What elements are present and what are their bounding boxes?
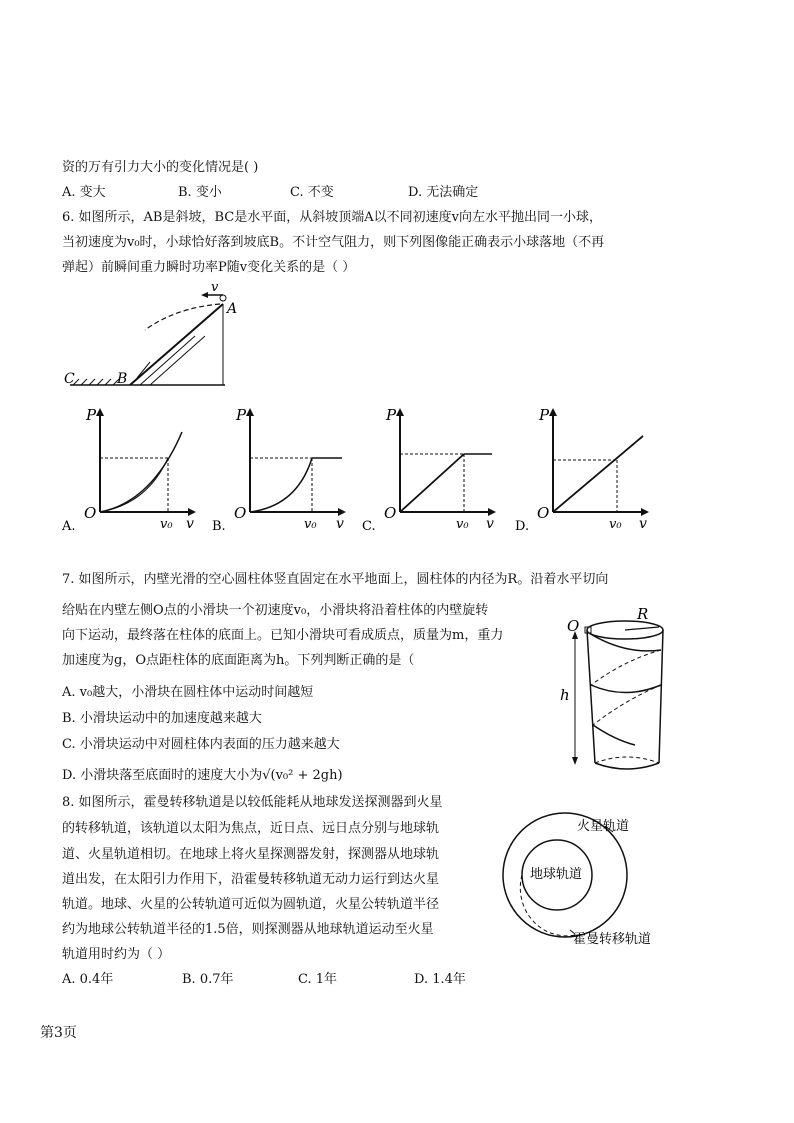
axis-v: v: [186, 516, 194, 532]
option-label-d: D.: [515, 519, 530, 532]
q8-line-5: 轨道。地球、火星的公转轨道可近似为圆轨道，火星公转轨道半径: [62, 897, 440, 912]
q5-option-d: D. 无法确定: [408, 185, 479, 200]
option-label-c: C.: [362, 519, 376, 532]
origin: O: [84, 504, 97, 522]
q7-line-1: 7. 如图所示，内壁光滑的空心圆柱体竖直固定在水平地面上，圆柱体的内径为R。沿着水平切向: [62, 572, 609, 587]
q7-line-2: 给贴在内壁左侧O点的小滑块一个初速度v₀，小滑块将沿着柱体的内壁旋转: [62, 603, 489, 618]
tick-v0: v₀: [304, 517, 317, 532]
tick-v0: v₀: [609, 517, 622, 532]
axis-p: P: [236, 406, 247, 424]
q5-tail: 资的万有引力大小的变化情况是( ): [62, 160, 259, 175]
q8-option-b: B. 0.7年: [182, 972, 234, 987]
q8-line-6: 约为地球公转轨道半径的1.5倍，则探测器从地球轨道运动至火星: [62, 922, 434, 937]
q6-graph-a: [62, 402, 197, 532]
q5-option-b: B. 变小: [178, 185, 222, 200]
q8-line-2: 的转移轨道，该轨道以太阳为焦点，近日点、远日点分别与地球轨: [62, 821, 440, 836]
q8-option-a: A. 0.4年: [62, 972, 114, 987]
q8-line-7: 轨道用时约为（ ）: [62, 947, 171, 962]
q8-line-4: 道出发，在太阳引力作用下，沿霍曼转移轨道无动力运行到达火星: [62, 872, 440, 887]
q6-slope-figure: [55, 280, 305, 395]
axis-v: v: [336, 516, 344, 532]
label-c: C: [64, 371, 75, 387]
axis-p: P: [86, 406, 97, 424]
label-r: R: [637, 605, 649, 623]
label-v: v: [211, 280, 219, 295]
axis-v: v: [639, 516, 647, 532]
q5-option-a: A. 变大: [62, 185, 106, 200]
q7-option-a: A. v₀越大，小滑块在圆柱体中运动时间越短: [62, 685, 314, 700]
label-h: h: [560, 686, 570, 704]
q7-option-b: B. 小滑块运动中的加速度越来越大: [62, 711, 262, 726]
q8-option-d: D. 1.4年: [414, 972, 466, 987]
q6-line-1: 6. 如图所示，AB是斜坡，BC是水平面，从斜坡顶端A以不同初速度v向左水平抛出同一小球，: [62, 210, 602, 225]
tick-v0: v₀: [456, 517, 469, 532]
label-b: B: [117, 371, 128, 387]
q8-option-c: C. 1年: [298, 972, 338, 987]
q6-graph-b: [212, 402, 347, 532]
q6-graph-c: [362, 402, 497, 532]
q7-option-c: C. 小滑块运动中对圆柱体内表面的压力越来越大: [62, 737, 340, 752]
origin: O: [537, 504, 550, 522]
q6-graph-d: [515, 402, 650, 532]
label-a: A: [227, 301, 238, 317]
page-footer: 第3页: [40, 1025, 77, 1041]
q7-option-d: D. 小滑块落至底面时的速度大小为√(v₀² + 2gh): [62, 768, 343, 783]
mars-orbit-label: 火星轨道: [577, 819, 630, 834]
q8-orbit-figure: [495, 810, 685, 950]
option-label-b: B.: [212, 519, 226, 532]
q7-cylinder-figure: [555, 605, 665, 775]
axis-p: P: [539, 406, 550, 424]
axis-p: P: [386, 406, 397, 424]
q6-line-3: 弹起）前瞬间重力瞬时功率P随v变化关系的是（ ）: [62, 260, 356, 275]
label-o: O: [567, 617, 580, 635]
origin: O: [234, 504, 247, 522]
earth-orbit-label: 地球轨道: [530, 867, 583, 882]
q6-line-2: 当初速度为v₀时，小球恰好落到坡底B。不计空气阻力，则下列图像能正确表示小球落地（不再: [62, 235, 605, 250]
q7-line-3: 向下运动，最终落在柱体的底面上。已知小滑块可看成质点，质量为m，重力: [62, 628, 504, 643]
q5-option-c: C. 不变: [290, 185, 334, 200]
option-label-a: A.: [62, 519, 76, 532]
origin: O: [384, 504, 397, 522]
hohmann-orbit-label: 霍曼转移轨道: [573, 932, 652, 947]
q8-line-1: 8. 如图所示，霍曼转移轨道是以较低能耗从地球发送探测器到火星: [62, 795, 443, 810]
axis-v: v: [486, 516, 494, 532]
tick-v0: v₀: [160, 517, 173, 532]
q8-line-3: 道、火星轨道相切。在地球上将火星探测器发射，探测器从地球轨: [62, 847, 440, 862]
q7-line-4: 加速度为g，O点距柱体的底面距离为h。下列判断正确的是（: [62, 653, 415, 668]
